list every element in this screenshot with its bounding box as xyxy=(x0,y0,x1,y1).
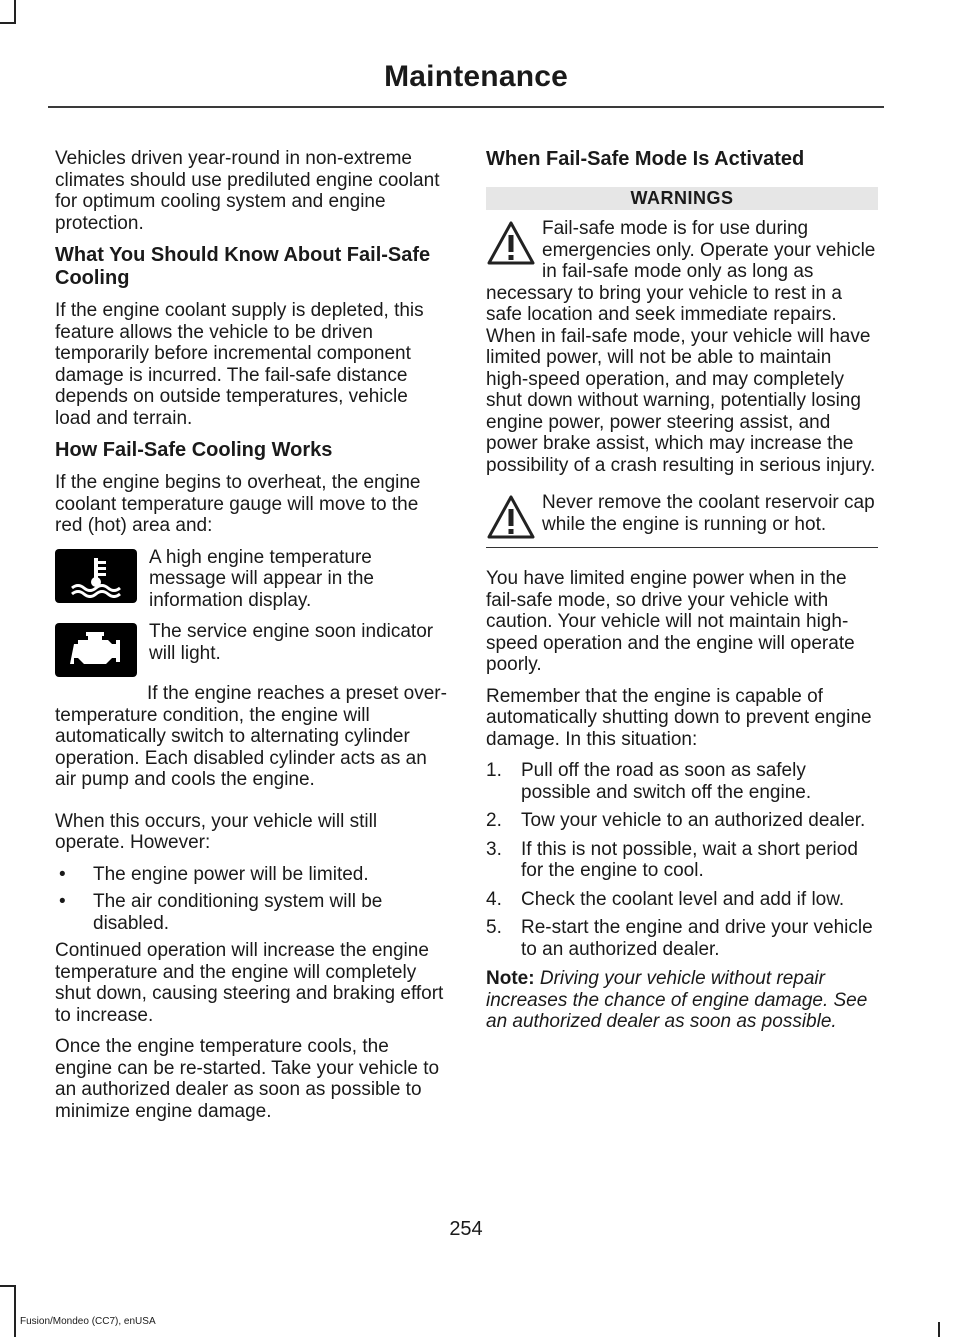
continued-operation-paragraph: Continued operation will increase the engine temperature and the engine will completely shut down, causing steering and braking effort to increase. xyxy=(55,940,444,1026)
warning-fail-safe-text: Fail-safe mode is for use during emergencies only. Operate your vehicle in fail-safe mode only as long as necessary to bring your vehicle to rest in a safe location and seek immediate repairs. When in fail-safe mode, your vehicle will have limited power, will not be able to maintain high-speed operation, and may completely shut down without warning, potentially losing engine power, power steering assist, and power brake assist, which may increase the possibility of a crash resulting in serious injury. xyxy=(486,218,876,476)
warnings-banner: WARNINGS xyxy=(486,187,878,210)
note-text: Driving your vehicle without repair increases the chance of engine damage. See an authorized dealer as soon as possible. xyxy=(486,968,868,1032)
crop-mark xyxy=(14,1285,16,1337)
overheat-paragraph: If the engine begins to overheat, the engine coolant temperature gauge will move to the red (hot) area and: xyxy=(55,472,421,536)
list-item: 3. If this is not possible, wait a short period for the engine to cool. xyxy=(486,838,858,881)
still-operate-paragraph: When this occurs, your vehicle will still operate. However: xyxy=(55,810,378,853)
fail-safe-paragraph: If the engine coolant supply is depleted, this feature allows the vehicle to be driven temporarily before incremental component damage is incurred. The fail-safe distance depends on outside temperatures, vehicle load and terrain. xyxy=(55,300,424,429)
page-number: 254 xyxy=(449,1218,483,1240)
list-item: 4. Check the coolant level and add if low. xyxy=(486,888,845,910)
warning-reservoir-cap xyxy=(486,492,878,535)
left-column xyxy=(55,148,447,1132)
intro-paragraph: Vehicles driven year-round in non-extreme climates should use prediluted engine coolant for optimum cooling system and engine protection. xyxy=(55,148,440,234)
shutdown-paragraph: Remember that the engine is capable of automatically shutting down to prevent engine damage. In this situation: xyxy=(486,685,872,750)
service-engine-row xyxy=(55,621,447,677)
temperature-message-text: A high engine temperature message will appear in the information display. xyxy=(149,546,374,611)
footer-model-label: Fusion/Mondeo (CC7), enUSA xyxy=(20,1316,156,1327)
list-item: • The engine power will be limited. xyxy=(59,863,369,885)
section-heading-how-it-works: How Fail-Safe Cooling Works xyxy=(55,439,333,461)
list-item: 5. Re-start the engine and drive your vehicle to an authorized dealer. xyxy=(486,917,873,960)
page-title: Maintenance xyxy=(384,60,568,93)
service-engine-text: The service engine soon indicator will light. xyxy=(149,621,434,664)
right-column xyxy=(486,148,878,1043)
restart-paragraph: Once the engine temperature cools, the engine can be re-started. Take your vehicle to an authorized dealer as soon as possible to minimize engine damage. xyxy=(55,1036,440,1122)
warning-reservoir-cap-text: Never remove the coolant reservoir cap while the engine is running or hot. xyxy=(542,492,875,535)
crop-mark xyxy=(938,1322,940,1337)
warnings-divider xyxy=(486,547,878,548)
note-label: Note: xyxy=(486,968,535,989)
over-temperature-paragraph: If the engine reaches a preset over-temperature condition, the engine will automatically switch to alternating cylinder operation. Each disabled cylinder acts as an air pump and cools the engine. xyxy=(55,683,447,790)
warning-triangle-icon xyxy=(486,494,536,540)
warning-fail-safe xyxy=(486,218,878,476)
limited-power-paragraph: You have limited engine power when in the fail-safe mode, so drive your vehicle with caution. Your vehicle will not maintain high-speed operation and the engine will operate poorly. xyxy=(486,568,855,675)
section-heading-fail-safe: What You Should Know About Fail-Safe Cooling xyxy=(55,244,431,289)
note-paragraph xyxy=(486,968,878,1033)
check-engine-icon xyxy=(55,623,137,677)
crop-mark xyxy=(0,1285,16,1287)
list-item: 1. Pull off the road as soon as safely possible and switch off the engine. xyxy=(486,760,812,803)
list-item: • The air conditioning system will be disabled. xyxy=(59,891,383,934)
crop-mark xyxy=(14,0,16,22)
crop-mark xyxy=(0,22,16,24)
engine-coolant-temperature-icon xyxy=(55,549,137,603)
list-item: 2. Tow your vehicle to an authorized dealer. xyxy=(486,810,866,831)
temperature-message-row xyxy=(55,547,447,612)
warning-triangle-icon xyxy=(486,220,536,266)
section-heading-activated: When Fail-Safe Mode Is Activated xyxy=(486,148,805,170)
header-divider xyxy=(48,106,884,108)
